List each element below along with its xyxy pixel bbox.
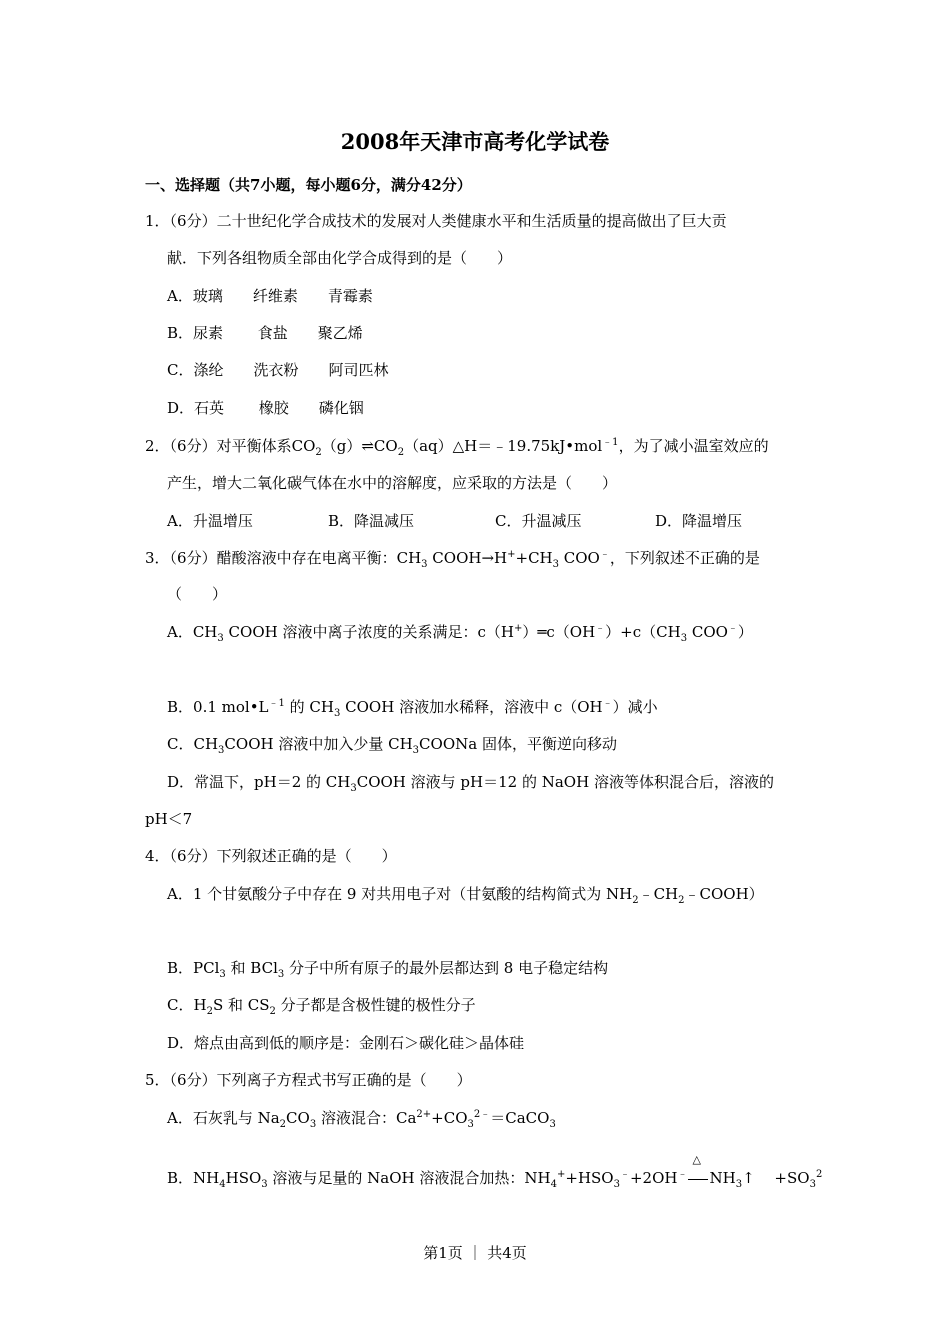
page-footer: 第1页 ｜ 共4页 [423,1244,527,1262]
question-2-option-b: B．降温减压 [328,512,415,530]
heating-arrow [687,1153,709,1188]
heat-symbol: △ [692,1153,701,1166]
question-3-stem: 3．（6分）醋酸溶液中存在电离平衡：$CH_3$ $COOH\to H^++CH_3$ COO﹣，下列叙述不正确的是 [145,549,760,570]
question-3-option-b: B．0.1 $mol•L^{﹣1}$ 的 $CH_3$ COOH 溶液加水稀释，溶液中 c（OH﹣）减小 [167,698,658,719]
question-4-option-c: C．$H_2S$ 和 $CS_2$ 分子都是含极性键的极性分子 [167,996,476,1017]
section-heading: 一、选择题（共7小题，每小题6分，满分42分） [145,176,472,194]
question-5-option-b: B．$NH_4HSO_3$ 溶液与足量的 NaOH 溶液混合加热：$NH_4^++HSO_3^﹣+2OH^﹣$ △ $NH_3↑$ $+SO_3^2$ [167,1168,822,1188]
question-1-option-c: C．涤纶 洗衣粉 阿司匹林 [167,361,389,379]
question-5-stem: 5．（6分）下列离子方程式书写正确的是（ ） [145,1071,472,1089]
question-4-option-d: D．熔点由高到低的顺序是：金刚石＞碳化硅＞晶体硅 [167,1034,525,1052]
question-3-stem-cont: （ ） [167,585,228,603]
question-3-option-c: C．$CH_3COOH$ 溶液中加入少量 $CH_3COONa$ 固体，平衡逆向移动 [167,735,617,756]
question-1-option-b: B．尿素 食盐 聚乙烯 [167,324,363,342]
question-1-option-d: D．石英 橡胶 磷化铟 [167,399,364,417]
question-4-option-b: B．PCl$_3$ 和 BCl$_3$ 分子中所有原子的最外层都达到 8 电子稳定结构 [167,959,609,980]
question-3-option-d: D．常温下，pH＝2 的 $CH_3COOH$ 溶液与 pH＝12 的 NaOH 溶液等体积混合后，溶液的 [167,773,774,794]
question-2-option-d: D．降温增压 [655,512,743,530]
question-4-stem: 4．（6分）下列叙述正确的是（ ） [145,847,397,865]
question-2-stem-cont: 产生，增大二氧化碳气体在水中的溶解度，应采取的方法是（ ） [167,474,618,492]
question-3-option-d-cont: pH＜7 [145,810,193,828]
question-1-stem: 1．（6分）二十世纪化学合成技术的发展对人类健康水平和生活质量的提高做出了巨大贡 [145,212,727,230]
question-5-option-a: A．石灰乳与 $Na_2CO_3$ 溶液混合：$Ca^{2+}+CO_3^{2﹣}=CaCO_3$ [167,1109,556,1130]
question-4-option-a: A．1 个甘氨酸分子中存在 9 对共用电子对（甘氨酸的结构简式为 $NH_2﹣CH_2﹣COOH$） [167,885,764,906]
question-1-option-a: A．玻璃 纤维素 青霉素 [167,287,373,305]
question-2-stem: 2．（6分）对平衡体系$CO_2(g)\rightleftharpoons CO_2(aq)\triangle H=﹣19.75kJ•mol^{﹣1}$，为了减小温室效应的 [145,437,769,458]
question-3-option-a: A．$CH_3$ COOH 溶液中离子浓度的关系满足：$c(H^+)═c(OH^﹣)+c(CH_3$ COO﹣） [167,623,753,644]
question-1-stem-cont: 献．下列各组物质全部由化学合成得到的是（ ） [167,249,513,267]
question-2-option-c: C．升温减压 [495,512,582,530]
question-2-option-a: A．升温增压 [167,512,253,530]
page-title: 2008年天津市高考化学试卷 [340,129,610,154]
